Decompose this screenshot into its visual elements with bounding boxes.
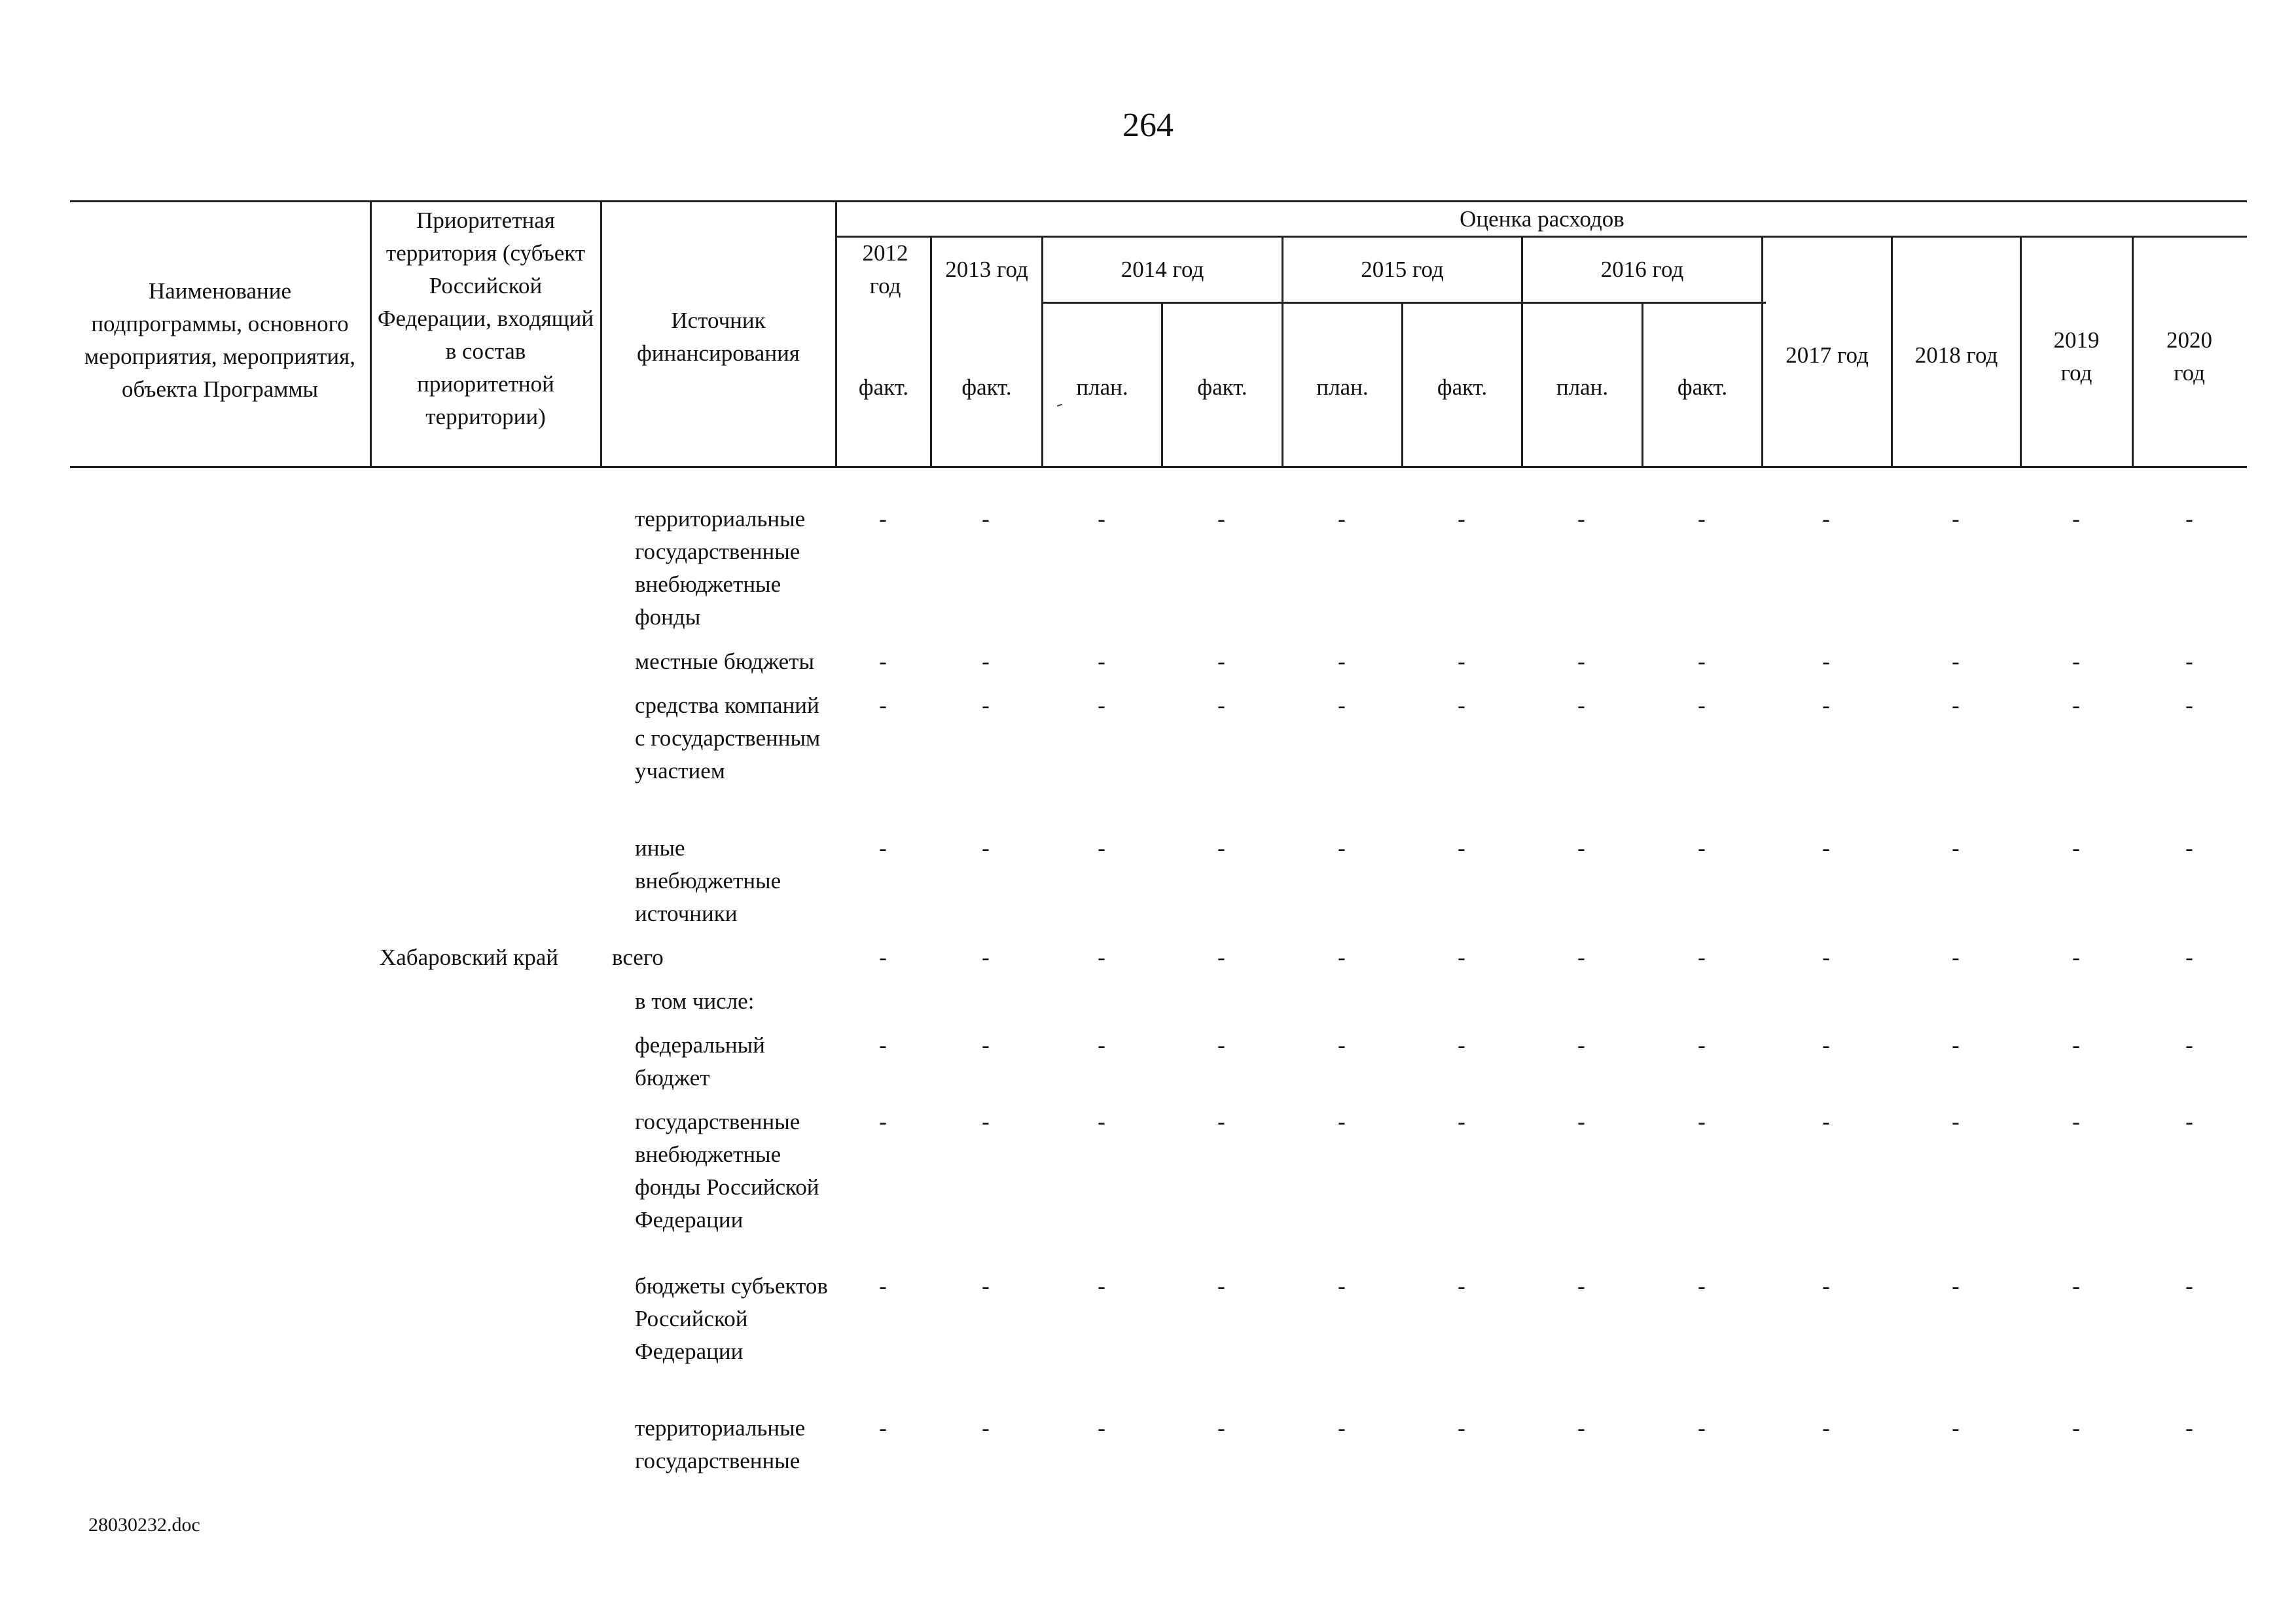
header-expense-group: Оценка расходов — [1460, 206, 1624, 232]
value-cell: - — [879, 835, 887, 861]
value-cell: - — [1822, 649, 1830, 674]
value-cell: - — [1577, 1273, 1585, 1299]
value-cell: - — [1458, 506, 1465, 532]
value-cell: - — [1338, 1109, 1346, 1134]
header-year-2013: 2013 год — [945, 257, 1028, 282]
value-cell: - — [1698, 1273, 1706, 1299]
value-cell: - — [2185, 1273, 2193, 1299]
value-cell: - — [1458, 649, 1465, 674]
subhead-2015-fact: факт. — [1437, 374, 1488, 400]
row-source-1: местные бюджеты — [635, 649, 814, 674]
value-cell: - — [1217, 835, 1225, 861]
value-cell: - — [1822, 693, 1830, 718]
row-source-8: бюджеты субъектов Российской Федерации — [635, 1273, 828, 1364]
value-cell: - — [1098, 835, 1105, 861]
value-cell: - — [1577, 835, 1585, 861]
value-cell: - — [2185, 693, 2193, 718]
header-year-2019: 2019 год — [2053, 327, 2100, 386]
value-cell: - — [1458, 1415, 1465, 1441]
value-cell: - — [879, 1415, 887, 1441]
row-source-5: в том числе: — [635, 988, 755, 1014]
value-cell: - — [982, 506, 990, 532]
value-cell: - — [1217, 1032, 1225, 1058]
value-cell: - — [1217, 506, 1225, 532]
value-cell: - — [982, 1273, 990, 1299]
subhead-2013-fact: факт. — [961, 374, 1012, 400]
value-cell: - — [1338, 1415, 1346, 1441]
value-cell: - — [1217, 1273, 1225, 1299]
value-cell: - — [1338, 945, 1346, 970]
value-cell: - — [2185, 1032, 2193, 1058]
value-cell: - — [1577, 1032, 1585, 1058]
header-year-2020: 2020 год — [2166, 327, 2212, 386]
value-cell: - — [1458, 693, 1465, 718]
row-source-7: государственные внебюджетные фонды Российской Федерации — [635, 1109, 819, 1233]
value-cell: - — [982, 835, 990, 861]
value-cell: - — [2072, 945, 2080, 970]
row-territory-4: Хабаровский край — [380, 945, 558, 970]
value-cell: - — [2185, 649, 2193, 674]
value-cell: - — [1217, 649, 1225, 674]
subhead-2016-plan: план. — [1556, 374, 1609, 400]
value-cell: - — [879, 1273, 887, 1299]
value-cell: - — [1952, 506, 1960, 532]
value-cell: - — [1577, 945, 1585, 970]
value-cell: - — [1217, 1415, 1225, 1441]
value-cell: - — [1698, 693, 1706, 718]
header-col-territory: Приоритетная территория (субъект Российской Федерации, входящий в состав приоритетной территории) — [377, 208, 594, 429]
value-cell: - — [1098, 1415, 1105, 1441]
value-cell: - — [1822, 1032, 1830, 1058]
value-cell: - — [2185, 1109, 2193, 1134]
value-cell: - — [1952, 1415, 1960, 1441]
value-cell: - — [982, 649, 990, 674]
value-cell: - — [1338, 693, 1346, 718]
value-cell: - — [1098, 506, 1105, 532]
value-cell: - — [1952, 1109, 1960, 1134]
value-cell: - — [1098, 1032, 1105, 1058]
value-cell: - — [879, 1109, 887, 1134]
value-cell: - — [2072, 1273, 2080, 1299]
value-cell: - — [1577, 1109, 1585, 1134]
value-cell: - — [1698, 945, 1706, 970]
value-cell: - — [879, 506, 887, 532]
value-cell: - — [879, 649, 887, 674]
value-cell: - — [879, 693, 887, 718]
row-source-9: территориальные государственные — [635, 1415, 806, 1473]
value-cell: - — [1698, 1109, 1706, 1134]
value-cell: - — [2072, 1415, 2080, 1441]
value-cell: - — [1822, 1415, 1830, 1441]
value-cell: - — [1098, 649, 1105, 674]
row-source-3: иные внебюджетные источники — [635, 835, 781, 926]
value-cell: - — [1577, 1415, 1585, 1441]
value-cell: - — [2072, 693, 2080, 718]
value-cell: - — [1952, 649, 1960, 674]
value-cell: - — [982, 1109, 990, 1134]
value-cell: - — [1577, 693, 1585, 718]
value-cell: - — [1952, 945, 1960, 970]
header-year-2012: 2012 год — [862, 240, 908, 298]
value-cell: - — [1698, 649, 1706, 674]
value-cell: - — [1338, 506, 1346, 532]
value-cell: - — [1952, 693, 1960, 718]
value-cell: - — [2185, 835, 2193, 861]
value-cell: - — [1822, 1273, 1830, 1299]
header-col-source: Источник финансирования — [637, 308, 800, 366]
value-cell: - — [2185, 945, 2193, 970]
header-year-2016: 2016 год — [1600, 257, 1684, 282]
value-cell: - — [1338, 1273, 1346, 1299]
value-cell: - — [1698, 506, 1706, 532]
value-cell: - — [2185, 1415, 2193, 1441]
value-cell: - — [1952, 1032, 1960, 1058]
value-cell: - — [1338, 1032, 1346, 1058]
value-cell: - — [1577, 506, 1585, 532]
row-source-4: всего — [612, 945, 664, 970]
value-cell: - — [1098, 693, 1105, 718]
header-year-2015: 2015 год — [1361, 257, 1444, 282]
stray-mark — [1057, 404, 1062, 407]
header-col-name: Наименование подпрограммы, основного мероприятия, мероприятия, объекта Программы — [84, 278, 355, 402]
subhead-2012-fact: факт. — [858, 374, 909, 400]
subhead-2016-fact: факт. — [1677, 374, 1728, 400]
value-cell: - — [1098, 945, 1105, 970]
value-cell: - — [1098, 1109, 1105, 1134]
value-cell: - — [982, 1032, 990, 1058]
row-source-6: федеральный бюджет — [635, 1032, 765, 1091]
subhead-2014-fact: факт. — [1197, 374, 1247, 400]
value-cell: - — [1338, 835, 1346, 861]
value-cell: - — [2072, 1032, 2080, 1058]
value-cell: - — [2072, 835, 2080, 861]
value-cell: - — [1458, 835, 1465, 861]
value-cell: - — [1952, 835, 1960, 861]
value-cell: - — [1217, 693, 1225, 718]
value-cell: - — [1698, 1032, 1706, 1058]
value-cell: - — [2072, 649, 2080, 674]
value-cell: - — [1458, 1032, 1465, 1058]
value-cell: - — [2072, 1109, 2080, 1134]
value-cell: - — [1098, 1273, 1105, 1299]
page-number: 264 — [1122, 107, 1174, 144]
value-cell: - — [1698, 835, 1706, 861]
row-source-0: территориальные государственные внебюджетные фонды — [635, 506, 806, 630]
value-cell: - — [1822, 506, 1830, 532]
value-cell: - — [1698, 1415, 1706, 1441]
value-cell: - — [2072, 506, 2080, 532]
value-cell: - — [1458, 1273, 1465, 1299]
subhead-2014-plan: план. — [1076, 374, 1128, 400]
header-year-2014: 2014 год — [1121, 257, 1204, 282]
value-cell: - — [1822, 835, 1830, 861]
value-cell: - — [1952, 1273, 1960, 1299]
value-cell: - — [1217, 1109, 1225, 1134]
header-year-2017: 2017 год — [1785, 342, 1869, 368]
value-cell: - — [879, 945, 887, 970]
value-cell: - — [1458, 945, 1465, 970]
value-cell: - — [982, 945, 990, 970]
value-cell: - — [1458, 1109, 1465, 1134]
value-cell: - — [1217, 945, 1225, 970]
value-cell: - — [1577, 649, 1585, 674]
value-cell: - — [982, 693, 990, 718]
value-cell: - — [982, 1415, 990, 1441]
value-cell: - — [1338, 649, 1346, 674]
header-year-2018: 2018 год — [1914, 342, 1998, 368]
value-cell: - — [1822, 945, 1830, 970]
document-footer: 28030232.doc — [88, 1514, 200, 1536]
value-cell: - — [1822, 1109, 1830, 1134]
value-cell: - — [2185, 506, 2193, 532]
subhead-2015-plan: план. — [1316, 374, 1369, 400]
row-source-2: средства компаний с государственным участием — [635, 693, 821, 784]
value-cell: - — [879, 1032, 887, 1058]
